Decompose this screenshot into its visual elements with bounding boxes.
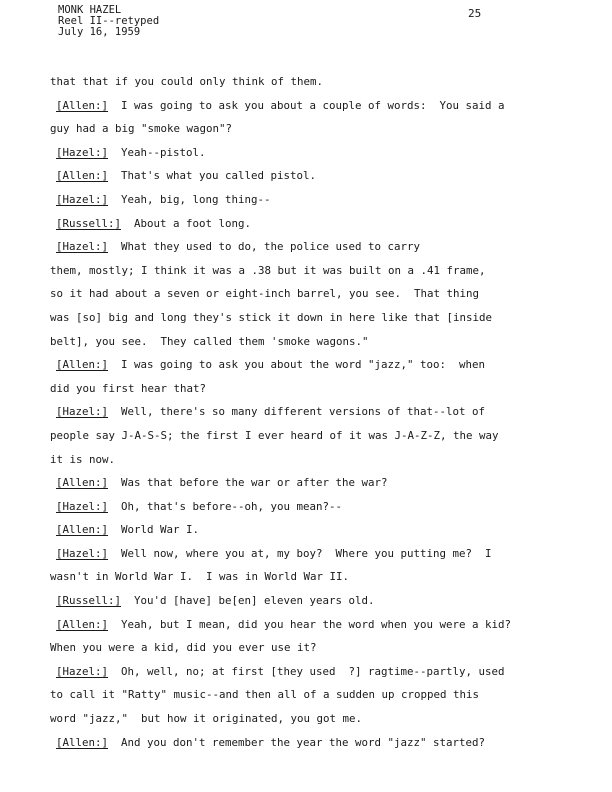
transcript-line <box>50 518 540 542</box>
transcript-line <box>50 306 540 330</box>
line-text: I was going to ask you about the word "jazz," too: when <box>121 358 486 372</box>
transcript-paragraph <box>50 188 540 212</box>
line-text: word "jazz," but how it originated, you got me. <box>50 712 363 726</box>
line-text: That's what you called pistol. <box>121 169 317 183</box>
speaker-label: [Hazel:] <box>56 405 109 419</box>
speaker-label: [Hazel:] <box>56 664 109 678</box>
line-text: Well, there's so many different versions of that--lot of <box>121 405 486 419</box>
transcript-paragraph <box>50 518 540 542</box>
line-text: to call it "Ratty" music--and then all of a sudden up cropped this <box>50 688 480 702</box>
speaker-label: [Hazel:] <box>56 240 109 254</box>
document-header <box>58 5 159 38</box>
interview-date: July 16, 1959 <box>58 26 141 38</box>
transcript-paragraph <box>50 141 540 165</box>
transcript-line <box>50 164 540 188</box>
line-text: Yeah, big, long thing-- <box>121 192 271 206</box>
transcript-line <box>50 235 540 259</box>
transcript-line <box>50 565 540 589</box>
line-text: it is now. <box>50 452 116 466</box>
line-text: belt], you see. They called them 'smoke wagons." <box>50 334 369 348</box>
speaker-label: [Hazel:] <box>56 192 109 206</box>
line-text: Well now, where you at, my boy? Where you putting me? I <box>121 546 492 560</box>
line-text: them, mostly; I think it was a .38 but it was built on a .41 frame, <box>50 263 486 277</box>
line-text: Yeah--pistol. <box>121 145 206 159</box>
transcript-line <box>50 613 540 637</box>
transcript-line <box>50 683 540 707</box>
transcript-line <box>50 377 540 401</box>
transcript-line <box>50 117 540 141</box>
transcript-line <box>50 94 540 118</box>
speaker-label: [Russell:] <box>56 216 122 230</box>
interviewee-name: MONK HAZEL <box>58 4 122 16</box>
line-text: did you first hear that? <box>50 381 207 395</box>
line-text: guy had a big "smoke wagon"? <box>50 122 233 136</box>
transcript-paragraph <box>50 660 540 731</box>
transcript-paragraph <box>50 589 540 613</box>
transcript-line <box>50 282 540 306</box>
line-text: When you were a kid, did you ever use it? <box>50 641 317 655</box>
transcript-paragraph <box>50 400 540 471</box>
speaker-label: [Allen:] <box>56 476 109 490</box>
line-text: Was that before the war or after the war? <box>121 476 388 490</box>
transcript-paragraph <box>50 471 540 495</box>
transcript-paragraph <box>50 353 540 400</box>
transcript-line <box>50 471 540 495</box>
line-text: that that if you could only think of them. <box>50 75 324 88</box>
transcript-line <box>50 424 540 448</box>
transcript-line <box>50 70 540 94</box>
speaker-label: [Hazel:] <box>56 499 109 513</box>
speaker-label: [Allen:] <box>56 169 109 183</box>
transcript-paragraph <box>50 235 540 353</box>
transcript-paragraph <box>50 94 540 141</box>
speaker-label: [Allen:] <box>56 358 109 372</box>
transcript-line <box>50 448 540 472</box>
transcript-line <box>50 330 540 354</box>
transcript-paragraph <box>50 542 540 589</box>
speaker-label: [Allen:] <box>56 735 109 749</box>
line-text: was [so] big and long they's stick it down in here like that [inside <box>50 310 493 324</box>
line-text: And you don't remember the year the word "jazz" started? <box>121 735 486 749</box>
page-number: 25 <box>468 7 482 20</box>
line-text: World War I. <box>121 523 200 537</box>
transcript-line <box>50 495 540 519</box>
line-text: About a foot long. <box>134 216 252 230</box>
line-text: I was going to ask you about a couple of words: You said a <box>121 98 505 112</box>
speaker-label: [Allen:] <box>56 523 109 537</box>
speaker-label: [Hazel:] <box>56 145 109 159</box>
transcript-line <box>50 141 540 165</box>
transcript-line <box>50 188 540 212</box>
transcript-line <box>50 589 540 613</box>
speaker-label: [Allen:] <box>56 617 109 631</box>
speaker-label: [Hazel:] <box>56 546 109 560</box>
transcript-line <box>50 731 540 755</box>
transcript-line <box>50 542 540 566</box>
line-text: Yeah, but I mean, did you hear the word when you were a kid? <box>121 617 512 631</box>
transcript-paragraph <box>50 164 540 188</box>
transcript-paragraph <box>50 70 540 94</box>
line-text: so it had about a seven or eight-inch barrel, you see. That thing <box>50 287 480 301</box>
line-text: Oh, well, no; at first [they used ?] ragtime--partly, used <box>121 664 505 678</box>
transcript-line <box>50 212 540 236</box>
transcript-line <box>50 707 540 731</box>
line-text: What they used to do, the police used to carry <box>121 240 421 254</box>
transcript-line <box>50 660 540 684</box>
transcript-line <box>50 400 540 424</box>
line-text: people say J-A-S-S; the first I ever heard of it was J-A-Z-Z, the way <box>50 428 499 442</box>
line-text: Oh, that's before--oh, you mean?-- <box>121 499 343 513</box>
transcript-paragraph <box>50 212 540 236</box>
transcript-paragraph <box>50 731 540 755</box>
line-text: wasn't in World War I. I was in World War II. <box>50 570 350 584</box>
line-text: You'd [have] be[en] eleven years old. <box>134 594 375 608</box>
speaker-label: [Russell:] <box>56 594 122 608</box>
transcript-line <box>50 259 540 283</box>
transcript-line <box>50 636 540 660</box>
transcript-body <box>50 70 540 754</box>
reel-info: Reel II--retyped <box>58 15 160 27</box>
speaker-label: [Allen:] <box>56 98 109 112</box>
transcript-line <box>50 353 540 377</box>
transcript-paragraph <box>50 613 540 660</box>
transcript-paragraph <box>50 495 540 519</box>
